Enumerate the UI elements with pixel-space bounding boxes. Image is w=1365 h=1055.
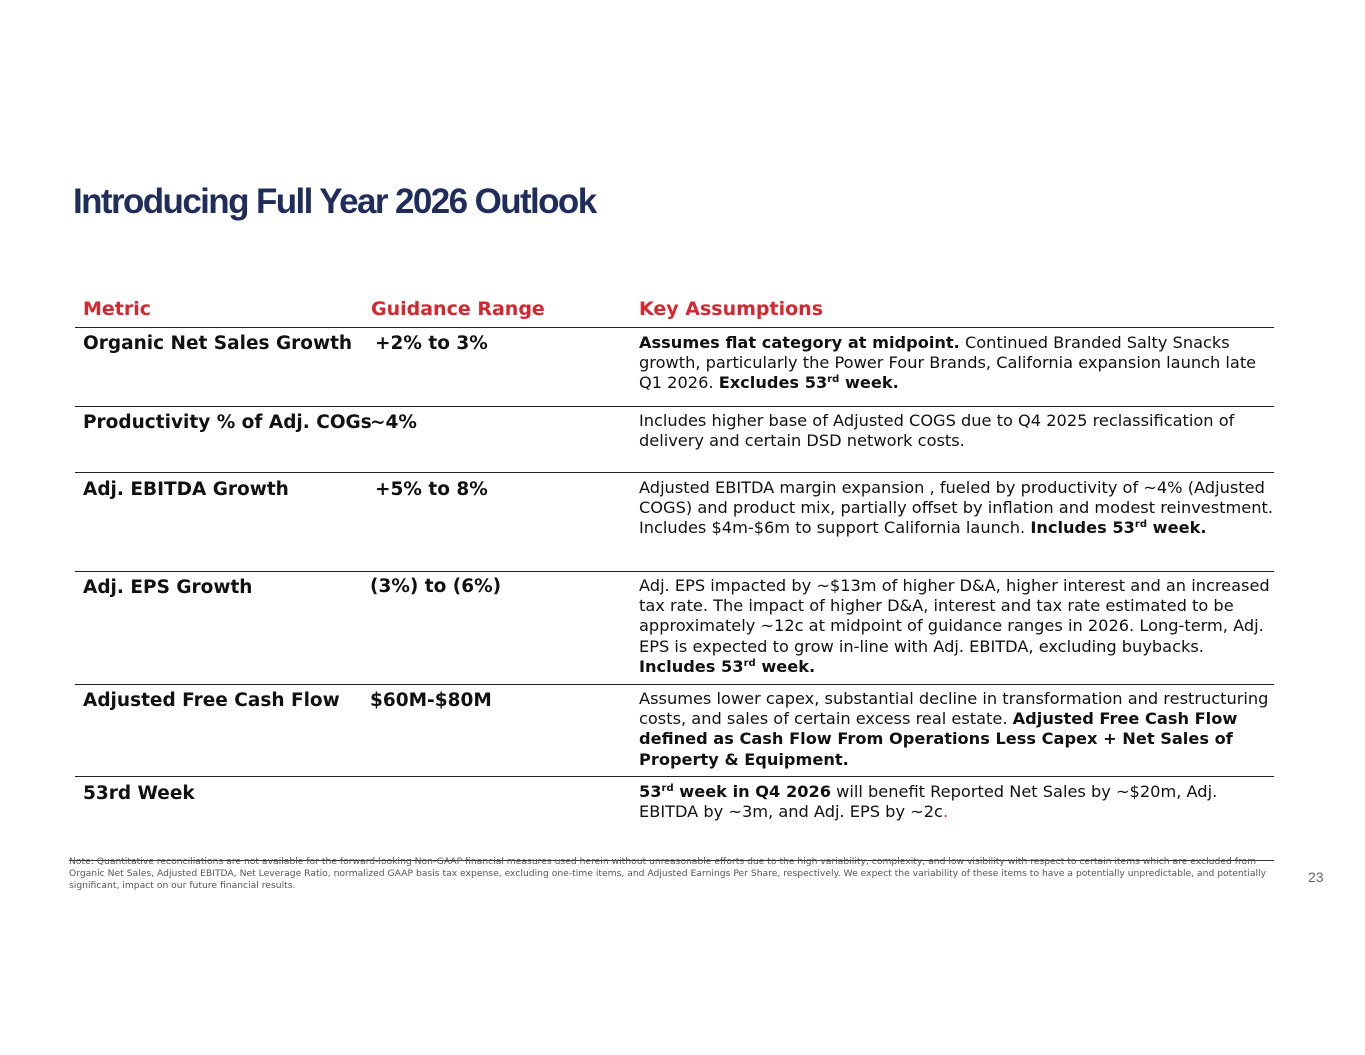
row-metric: Adj. EPS Growth [83,577,253,598]
table-row [75,328,1274,407]
row-guidance: +5% to 8% [375,479,488,500]
row-assumptions [639,478,1275,539]
row-guidance: $60M-$80M [370,690,492,711]
assumption-bold-tail: Includes 53rd week. [639,656,816,676]
assumption-bold-tail: Excludes 53rd week. [718,373,899,393]
page-title: Introducing Full Year 2026 Outlook [73,182,596,221]
row-assumptions [639,576,1275,677]
header-key-assumptions: Key Assumptions [639,298,824,320]
row-guidance: +2% to 3% [375,333,488,354]
assumption-red-period: . [942,802,949,822]
page-number: 23 [1308,869,1324,885]
assumption-text: Adjusted EBITDA margin expansion , fueled by productivity of ~4% (Adjusted COGS) and product mix, partially offset by inflation and modest reinvestment. Includes $4m-$6m to support California launch. [639,478,1274,538]
assumption-bold-tail: Adjusted Free Cash Flow defined as Cash Flow From Operations Less Capex + Net Sales of Property & Equipment. [639,709,1238,769]
assumption-text: Includes higher base of Adjusted COGS due to Q4 2025 reclassification of delivery and certain DSD network costs. [639,411,1235,451]
header-guidance-range: Guidance Range [371,298,545,320]
assumption-bold-tail: Includes 53rd week. [1030,518,1207,538]
row-metric: Adjusted Free Cash Flow [83,690,340,711]
assumption-text: Continued Branded Salty Snacks growth, particularly the Power Four Brands, California expansion launch late Q1 2026. [639,333,1257,393]
row-assumptions [639,333,1275,394]
row-metric: Organic Net Sales Growth [83,333,353,354]
footnote: Note: Quantitative reconciliations are not available for the forward-looking Non-GAAP financial measures used herein without unreasonable efforts due to the high variability, complexity, and low visibility with respect to certain items which are excluded from Organic Net Sales, Adjusted EBITDA, Net Leverage Ratio, normalized GAAP basis tax expense, excluding one-time items, and Adjusted Earnings Per Share, respectively. We expect the variability of these items to have a potentially unpredictable, and potentially significant, impact on our future financial results. [69,856,1267,891]
table-header [75,296,1274,328]
row-metric: Productivity % of Adj. COGs [83,412,372,433]
row-assumptions [639,689,1275,770]
table-row [75,473,1274,572]
row-guidance: ~4% [370,412,417,433]
table-row [75,685,1274,777]
assumption-bold-lead: 53rd week in Q4 2026 [639,782,831,801]
table-row [75,407,1274,473]
table-row [75,572,1274,685]
row-assumptions [639,411,1275,451]
row-assumptions [639,782,1275,822]
assumption-text: Adj. EPS impacted by ~$13m of higher D&A, higher interest and an increased tax rate. The impact of higher D&A, interest and tax rate estimated to be approximately ~12c at midpoint of guidance ranges in 2026. Long-term, Adj. EPS is expected to grow in-line with Adj. EBITDA, excluding buybacks. [639,576,1270,656]
row-metric: Adj. EBITDA Growth [83,479,289,500]
row-metric: 53rd Week [83,783,195,804]
assumption-text: will benefit Reported Net Sales by ~$20m, Adj. EBITDA by ~3m, and Adj. EPS by ~2c [639,782,1218,822]
table-row [75,777,1274,857]
row-guidance: (3%) to (6%) [370,576,502,597]
assumption-bold-lead: Assumes flat category at midpoint. [639,333,960,352]
header-metric: Metric [83,298,152,320]
assumption-text: Assumes lower capex, substantial decline in transformation and restructuring costs, and sales of certain excess real estate. [639,689,1269,729]
outlook-table [75,296,1274,857]
